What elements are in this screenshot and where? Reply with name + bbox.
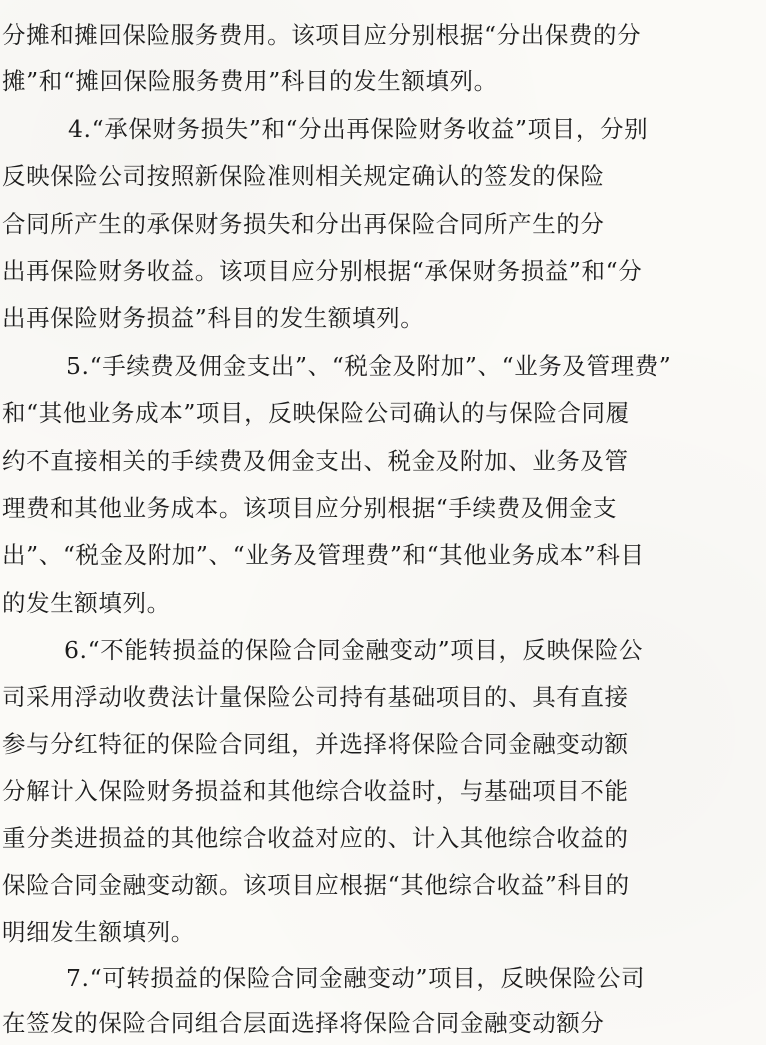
paragraph-4-line-1: 4.“承保财务损失”和“分出再保险财务收益”项目，分别 (68, 115, 649, 143)
paragraph-6-line-5: 重分类进损益的其他综合收益对应的、计入其他综合收益的 (2, 824, 629, 852)
paragraph-4-line-5: 出再保险财务损益”科目的发生额填列。 (2, 304, 425, 332)
paragraph-5-line-6: 的发生额填列。 (2, 589, 171, 617)
paragraph-7-line-2: 在签发的保险合同组合层面选择将保险合同金融变动额分 (2, 1009, 605, 1037)
paragraph-5-line-2: 和“其他业务成本”项目，反映保险公司确认的与保险合同履 (2, 399, 630, 427)
paragraph-4-line-4: 出再保险财务收益。该项目应分别根据“承保财务损益”和“分 (2, 257, 643, 285)
paragraph-4-line-2: 反映保险公司按照新保险准则相关规定确认的签发的保险 (2, 162, 605, 190)
text-line-1: 分摊和摊回保险服务费用。该项目应分别根据“分出保费的分 (2, 21, 642, 49)
paragraph-6-line-3: 参与分红特征的保险合同组，并选择将保险合同金融变动额 (2, 730, 629, 758)
paragraph-5-line-4: 理费和其他业务成本。该项目应分别根据“手续费及佣金支 (2, 494, 618, 522)
paragraph-6-line-7: 明细发生额填列。 (2, 918, 195, 946)
text-line-2: 摊”和“摊回保险服务费用”科目的发生额填列。 (2, 67, 498, 95)
paragraph-7-line-1: 7.“可转损益的保险合同金融变动”项目，反映保险公司 (66, 964, 646, 992)
paragraph-5-line-5: 出”、“税金及附加”、“业务及管理费”和“其他业务成本”科目 (2, 541, 645, 569)
paragraph-6-line-2: 司采用浮动收费法计量保险公司持有基础项目的、具有直接 (2, 683, 629, 711)
paragraph-4-line-3: 合同所产生的承保财务损失和分出再保险合同所产生的分 (2, 210, 605, 238)
paragraph-6-line-4: 分解计入保险财务损益和其他综合收益时，与基础项目不能 (2, 777, 629, 805)
paragraph-6-line-1: 6.“不能转损益的保险合同金融变动”项目，反映保险公 (64, 636, 644, 664)
paragraph-6-line-6: 保险合同金融变动额。该项目应根据“其他综合收益”科目的 (2, 871, 630, 899)
paragraph-5-line-1: 5.“手续费及佣金支出”、“税金及附加”、“业务及管理费” (66, 352, 672, 380)
paragraph-5-line-3: 约不直接相关的手续费及佣金支出、税金及附加、业务及管 (2, 447, 629, 475)
